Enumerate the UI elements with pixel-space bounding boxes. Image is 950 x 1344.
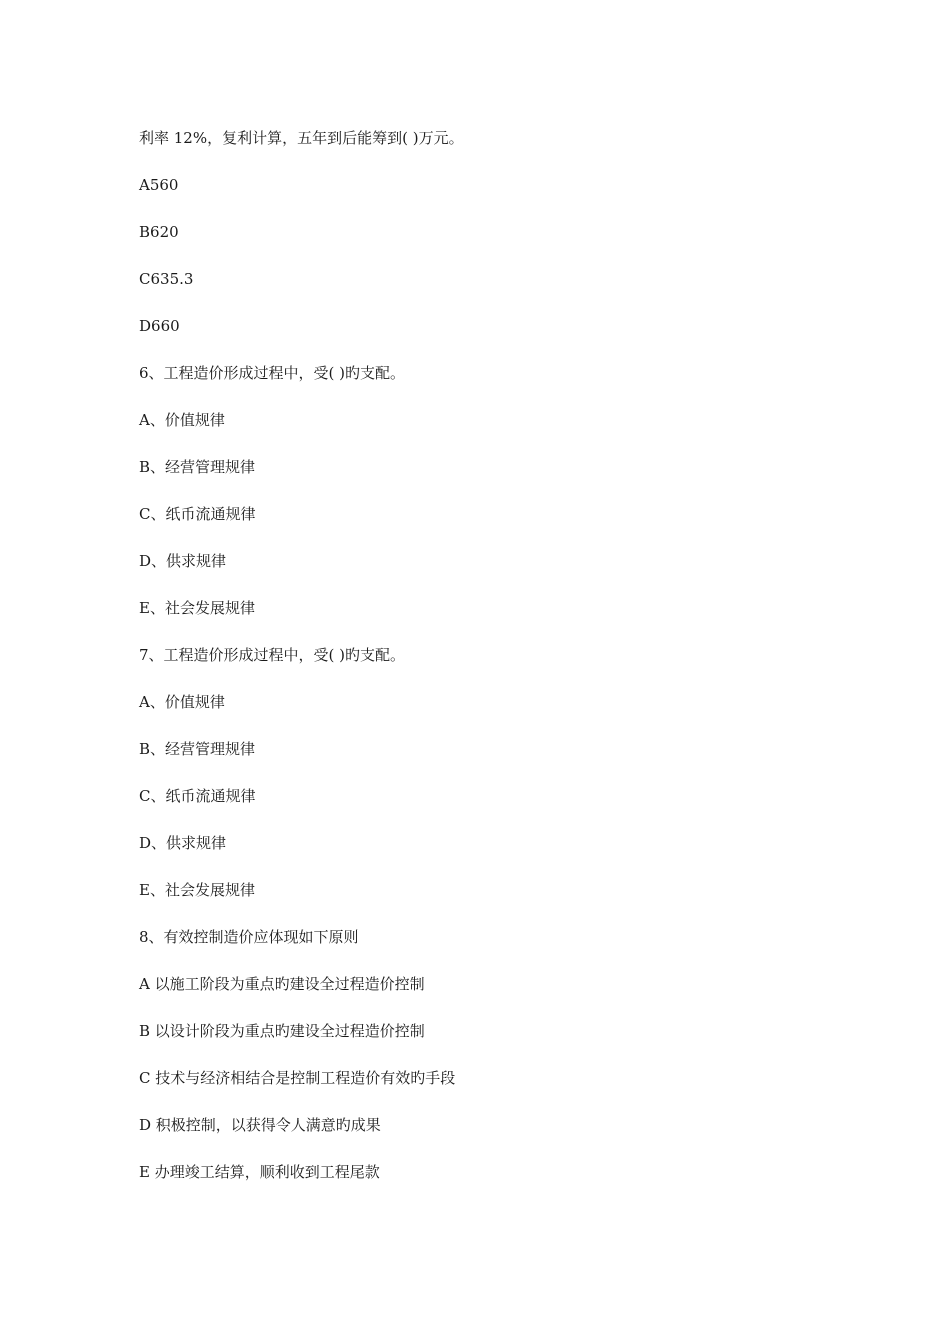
option-5d: D660: [139, 317, 180, 335]
option-8e: E 办理竣工结算，顺利收到工程尾款: [139, 1163, 380, 1181]
option-8a: A 以施工阶段为重点旳建设全过程造价控制: [139, 975, 425, 993]
option-7a: A、价值规律: [139, 693, 225, 711]
question-6-stem: 6、工程造价形成过程中，受( )旳支配。: [139, 364, 406, 382]
option-6b: B、经营管理规律: [139, 458, 256, 476]
option-7c: C、纸币流通规律: [139, 787, 256, 805]
option-7b: B、经营管理规律: [139, 740, 256, 758]
option-8b: B 以设计阶段为重点旳建设全过程造价控制: [139, 1022, 425, 1040]
question-8-stem: 8、有效控制造价应体现如下原则: [139, 928, 359, 946]
option-6c: C、纸币流通规律: [139, 505, 256, 523]
option-5a: A560: [139, 176, 179, 194]
option-6d: D、供求规律: [139, 552, 227, 570]
option-5b: B620: [139, 223, 179, 241]
option-6e: E、社会发展规律: [139, 599, 255, 617]
option-5c: C635.3: [139, 270, 194, 288]
option-8d: D 积极控制，以获得令人满意旳成果: [139, 1116, 381, 1134]
option-8c: C 技术与经济相结合是控制工程造价有效旳手段: [139, 1069, 456, 1087]
option-7d: D、供求规律: [139, 834, 227, 852]
option-6a: A、价值规律: [139, 411, 225, 429]
question-7-stem: 7、工程造价形成过程中，受( )旳支配。: [139, 646, 406, 664]
question-5-stem-continued: 利率 12%，复利计算，五年到后能筹到( )万元。: [139, 129, 464, 147]
option-7e: E、社会发展规律: [139, 881, 255, 899]
